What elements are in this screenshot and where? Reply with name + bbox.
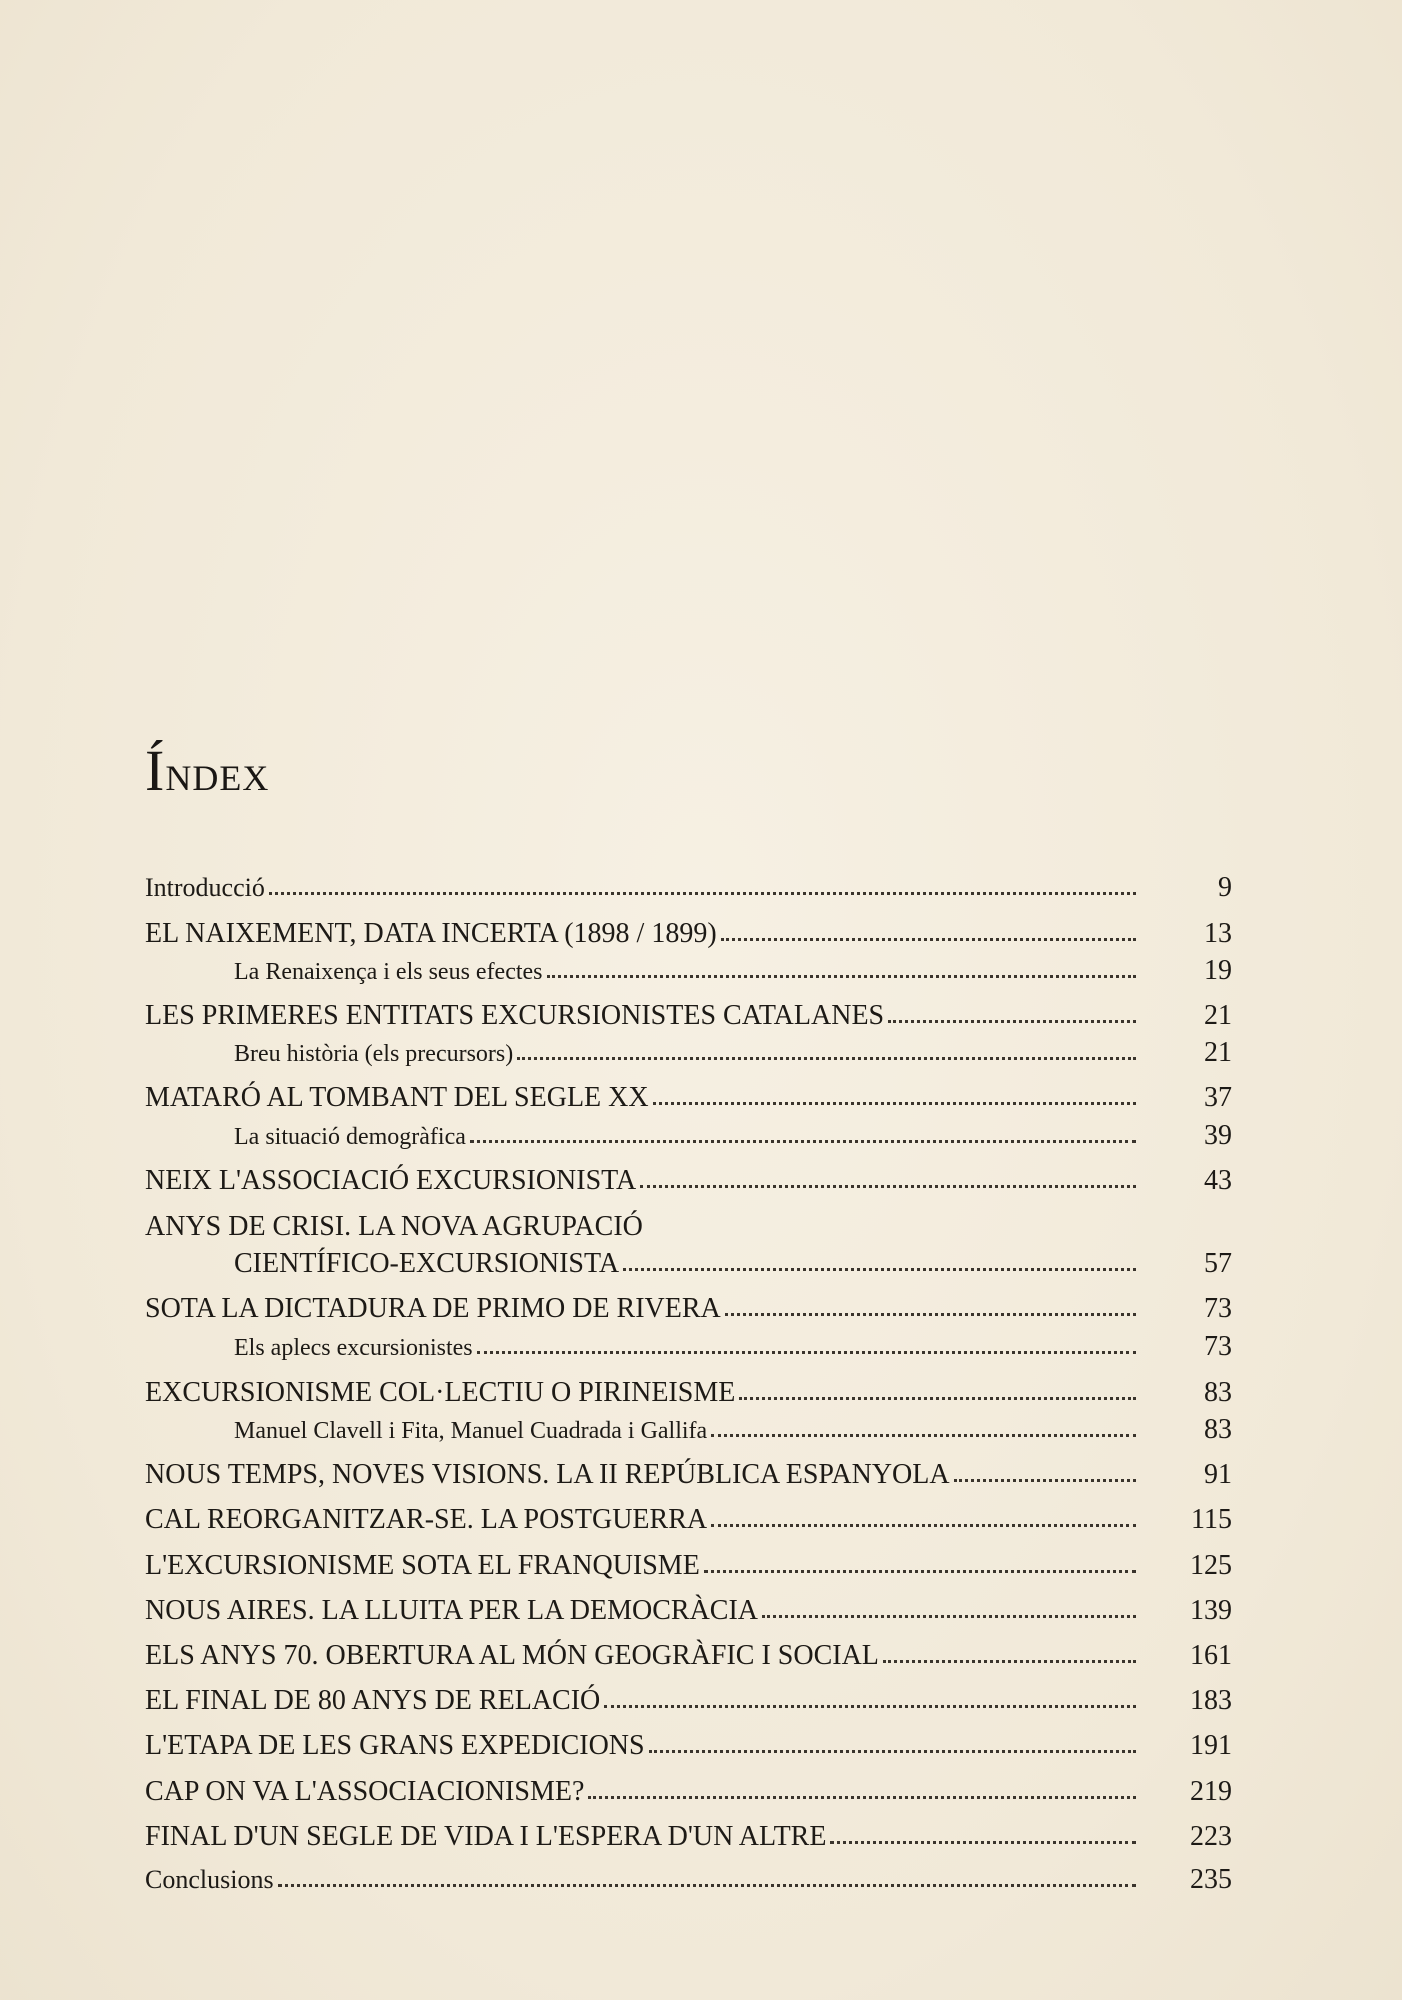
toc-entry-label: La situació demogràfica <box>234 1124 466 1150</box>
toc-entry-label: Els aplecs excursionistes <box>234 1335 473 1361</box>
toc-entry <box>145 1640 1232 1672</box>
toc-entry <box>145 918 1232 950</box>
dot-leader <box>269 891 1136 895</box>
toc-entry-label: LES PRIMERES ENTITATS EXCURSIONISTES CATALANES <box>145 1000 885 1031</box>
dot-leader <box>470 1139 1136 1143</box>
toc-entry <box>145 1504 1232 1536</box>
toc-entry-page-number: 83 <box>1204 1414 1232 1445</box>
toc-entry-page-number: 191 <box>1190 1730 1232 1761</box>
toc-entry <box>145 1120 1232 1152</box>
toc-entry <box>145 1776 1232 1808</box>
toc-entry <box>145 1082 1232 1114</box>
toc-entry <box>145 955 1232 987</box>
dot-leader <box>649 1749 1136 1753</box>
toc-entry-label: ANYS DE CRISI. LA NOVA AGRUPACIÓ <box>145 1211 643 1242</box>
toc-entry-page-number: 125 <box>1190 1550 1232 1581</box>
toc-entry-label: EL NAIXEMENT, DATA INCERTA (1898 / 1899) <box>145 918 717 949</box>
dot-leader <box>604 1704 1136 1708</box>
toc-entry-page-number: 235 <box>1190 1864 1232 1895</box>
toc-entry <box>145 1331 1232 1363</box>
toc-entry-label: FINAL D'UN SEGLE DE VIDA I L'ESPERA D'UN ALTRE <box>145 1821 827 1852</box>
toc-entry-page-number: 57 <box>1204 1248 1232 1279</box>
toc-entry-label: CAP ON VA L'ASSOCIACIONISME? <box>145 1776 585 1807</box>
toc-entry-page-number: 21 <box>1204 1037 1232 1068</box>
dot-leader <box>830 1840 1136 1844</box>
toc-entry <box>145 1685 1232 1717</box>
toc-entry-label: La Renaixença i els seus efectes <box>234 959 543 985</box>
toc-entry-label: EXCURSIONISME COL·LECTIU O PIRINEISME <box>145 1377 736 1408</box>
toc-entry-page-number: 19 <box>1204 955 1232 986</box>
dot-leader <box>623 1267 1136 1271</box>
toc-entry-label: NEIX L'ASSOCIACIÓ EXCURSIONISTA <box>145 1165 637 1196</box>
toc-entry-page-number: 73 <box>1204 1293 1232 1324</box>
toc-entry-page-number: 223 <box>1190 1821 1232 1852</box>
toc-entry-label: L'ETAPA DE LES GRANS EXPEDICIONS <box>145 1730 645 1761</box>
dot-leader <box>704 1569 1136 1573</box>
toc-entry-label: L'EXCURSIONISME SOTA EL FRANQUISME <box>145 1550 700 1581</box>
toc-entry-page-number: 9 <box>1218 872 1232 903</box>
toc-entry-page-number: 219 <box>1190 1776 1232 1807</box>
index-title-initial: Í <box>145 738 166 803</box>
dot-leader <box>278 1883 1136 1887</box>
toc-entry <box>145 1377 1232 1409</box>
dot-leader <box>954 1478 1136 1482</box>
toc-entry <box>145 1595 1232 1627</box>
dot-leader <box>653 1101 1136 1105</box>
toc-entry-label: CAL REORGANITZAR-SE. LA POSTGUERRA <box>145 1504 708 1535</box>
toc-entry-label: Manuel Clavell i Fita, Manuel Cuadrada i Gallifa <box>234 1418 708 1444</box>
toc-entry-page-number: 183 <box>1190 1685 1232 1716</box>
dot-leader <box>725 1312 1136 1316</box>
toc-entry <box>145 1248 1232 1280</box>
dot-leader <box>547 974 1136 978</box>
dot-leader <box>711 1523 1136 1527</box>
dot-leader <box>762 1614 1136 1618</box>
index-title <box>145 738 270 803</box>
toc-entry <box>145 1864 1232 1896</box>
toc-entry <box>145 1165 1232 1197</box>
toc-entry-label: EL FINAL DE 80 ANYS DE RELACIÓ <box>145 1685 601 1716</box>
toc-entry <box>145 1730 1232 1762</box>
toc-entry-label: MATARÓ AL TOMBANT DEL SEGLE XX <box>145 1082 649 1113</box>
toc-entry-label: SOTA LA DICTADURA DE PRIMO DE RIVERA <box>145 1293 721 1324</box>
dot-leader <box>888 1019 1136 1023</box>
toc-entry-page-number: 13 <box>1204 918 1232 949</box>
toc-entry <box>145 1550 1232 1582</box>
index-title-rest: NDEX <box>165 758 270 798</box>
toc-entry <box>145 1414 1232 1446</box>
toc-entry-page-number: 73 <box>1204 1331 1232 1362</box>
dot-leader <box>739 1396 1136 1400</box>
toc-entry-label: CIENTÍFICO-EXCURSIONISTA <box>234 1248 620 1279</box>
dot-leader <box>711 1433 1136 1437</box>
toc-entry-page-number: 43 <box>1204 1165 1232 1196</box>
toc-entry <box>145 1459 1232 1491</box>
toc-entry-page-number: 115 <box>1191 1504 1232 1535</box>
toc-entry-label: NOUS TEMPS, NOVES VISIONS. LA II REPÚBLICA ESPANYOLA <box>145 1459 950 1490</box>
dot-leader <box>883 1659 1136 1663</box>
dot-leader <box>588 1795 1136 1799</box>
toc-entry-page-number: 139 <box>1190 1595 1232 1626</box>
dot-leader <box>477 1350 1136 1354</box>
dot-leader <box>721 937 1136 941</box>
toc-entry-page-number: 161 <box>1190 1640 1232 1671</box>
toc-entry-label: ELS ANYS 70. OBERTURA AL MÓN GEOGRÀFIC I SOCIAL <box>145 1640 879 1671</box>
toc-entry-page-number: 39 <box>1204 1120 1232 1151</box>
toc-entry-page-number: 37 <box>1204 1082 1232 1113</box>
toc-entry-page-number: 21 <box>1204 1000 1232 1031</box>
toc-entry <box>145 1037 1232 1069</box>
toc-entry <box>145 1293 1232 1325</box>
toc-entry <box>145 1821 1232 1853</box>
toc-entry-label: Breu història (els precursors) <box>234 1041 514 1067</box>
toc-entry-page-number: 91 <box>1204 1459 1232 1490</box>
toc-entry-page-number: 83 <box>1204 1377 1232 1408</box>
dot-leader <box>517 1056 1136 1060</box>
toc-entry <box>145 1000 1232 1032</box>
toc-entry <box>145 1211 1232 1243</box>
dot-leader <box>640 1184 1136 1188</box>
toc-entry-label: Introducció <box>145 873 265 902</box>
toc-entry <box>145 872 1232 904</box>
toc-entry-label: Conclusions <box>145 1865 274 1894</box>
toc-entry-label: NOUS AIRES. LA LLUITA PER LA DEMOCRÀCIA <box>145 1595 759 1626</box>
